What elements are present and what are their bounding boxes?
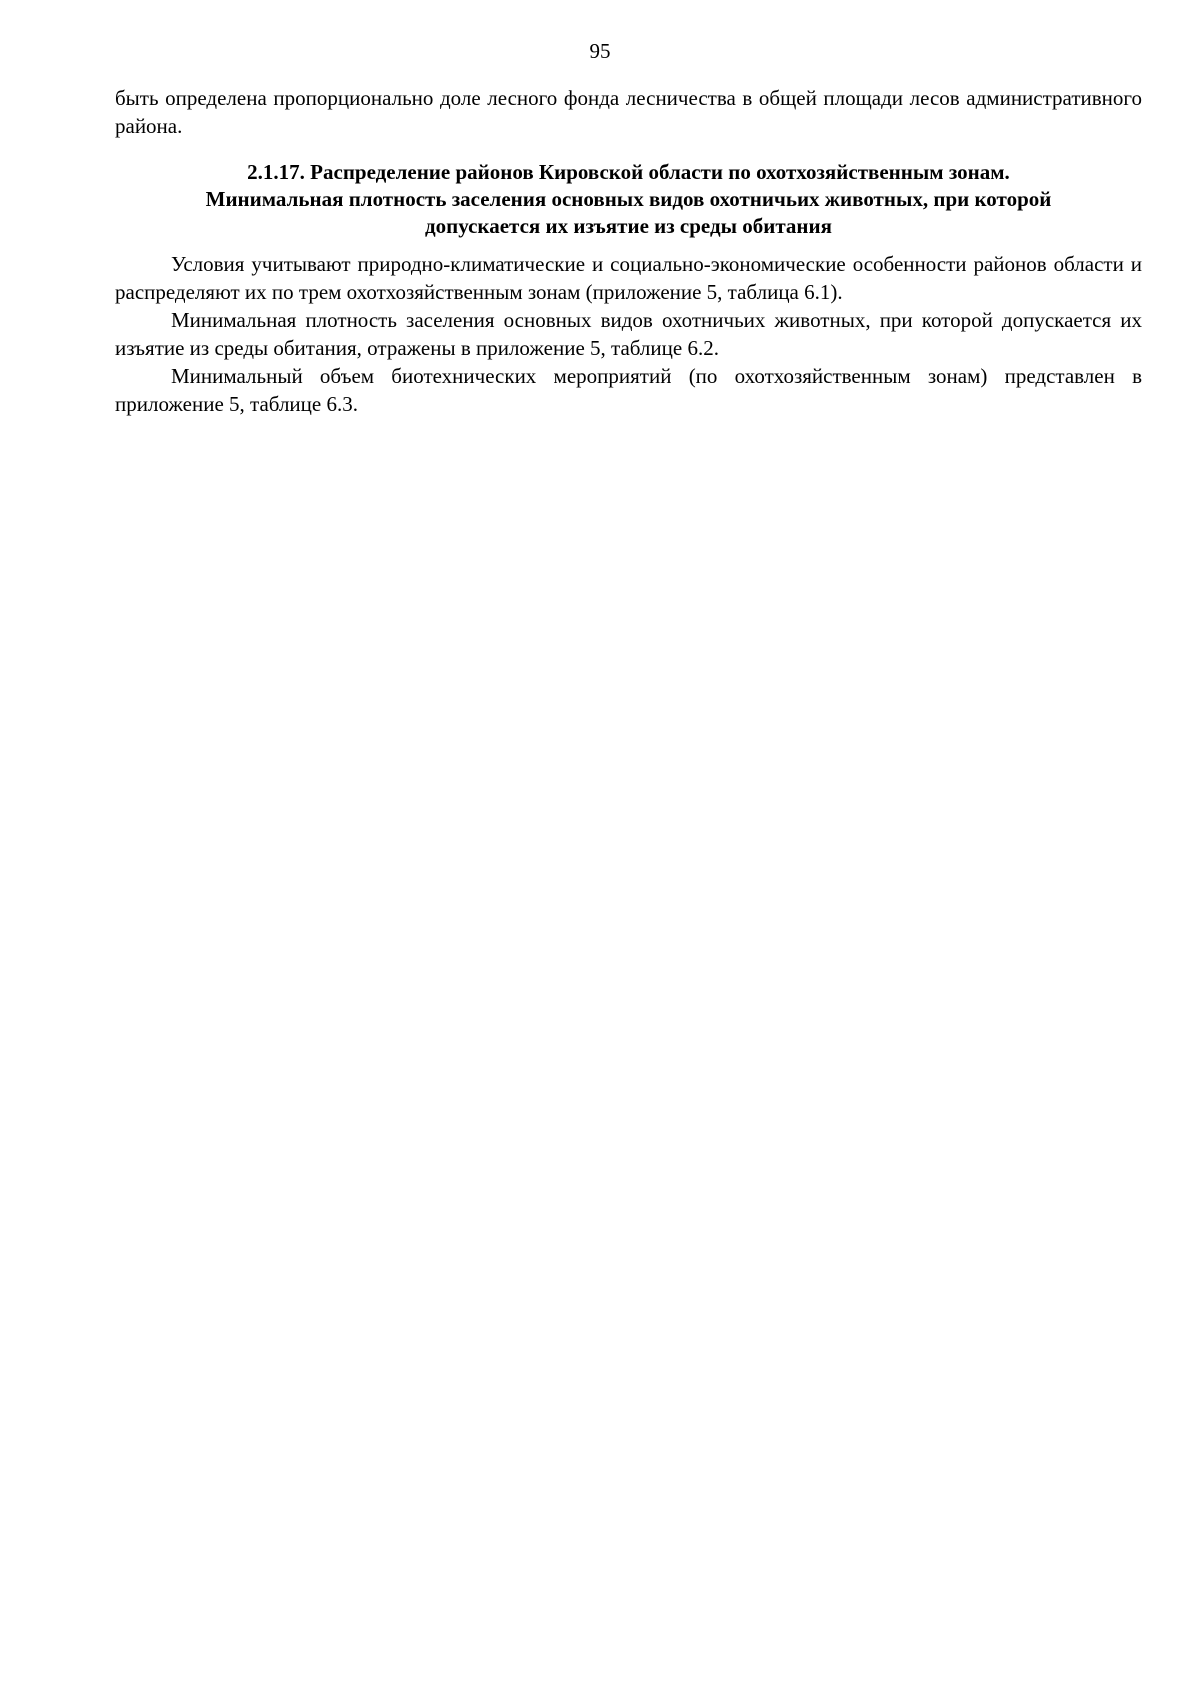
page-number: 95	[589, 39, 611, 63]
section-heading-line: 2.1.17. Распределение районов Кировской области по охотхозяйственным зонам.	[247, 160, 1010, 184]
section-heading-line: Минимальная плотность заселения основных видов охотничьих животных, при которой	[205, 187, 1052, 211]
body-paragraph: Минимальная плотность заселения основных видов охотничьих животных, при которой допускается их изъятие из среды обитания, отражены в приложение 5, таблице 6.2.	[115, 308, 1142, 360]
body-paragraph: Условия учитывают природно-климатические и социально-экономические особенности районов области и распределяют их по трем охотхозяйственным зонам (приложение 5, таблица 6.1).	[115, 252, 1142, 304]
page-body	[115, 84, 1142, 418]
intro-paragraph: быть определена пропорционально доле лесного фонда лесничества в общей площади лесов административного района.	[115, 86, 1142, 138]
section-heading	[115, 159, 1142, 240]
section-heading-line: допускается их изъятие из среды обитания	[425, 214, 832, 238]
body-paragraph: Минимальный объем биотехнических мероприятий (по охотхозяйственным зонам) представлен в приложение 5, таблице 6.3.	[115, 364, 1142, 416]
